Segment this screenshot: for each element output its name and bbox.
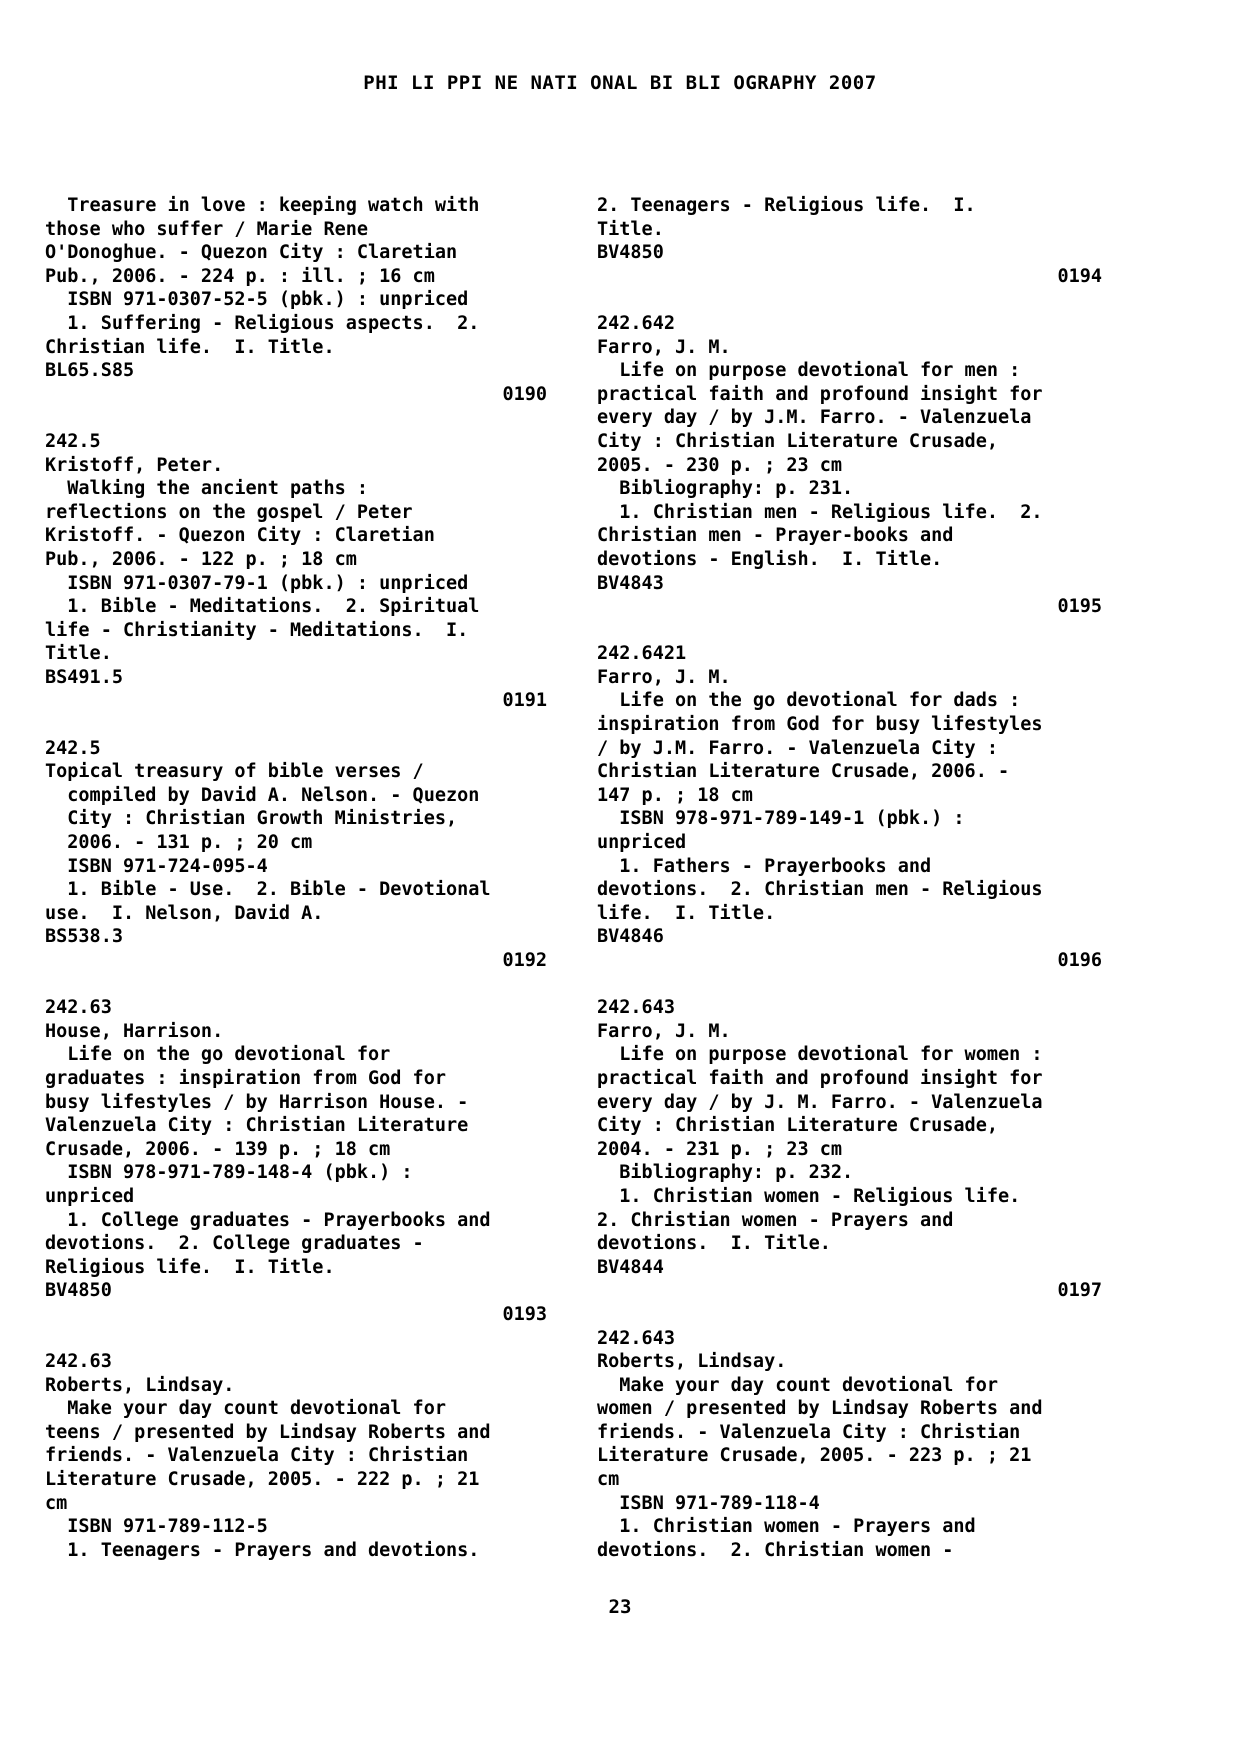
entry-line: Life on the go devotional for dads : <box>597 690 1021 712</box>
entry-line: friends. - Valenzuela City : Christian <box>597 1421 1021 1443</box>
entry-separator <box>45 973 547 997</box>
entry-separator <box>45 713 547 737</box>
entry-line: practical faith and profound insight for <box>597 383 1043 405</box>
entry-line: Topical treasury of bible verses / <box>45 761 424 783</box>
entry-line: Literature Crusade, 2005. - 223 p. ; 21 <box>597 1445 1032 1467</box>
entry-line: 242.63 <box>45 1351 112 1373</box>
entry-line: 1. Christian men - Religious life. 2. <box>597 501 1043 523</box>
entry-line: every day / by J. M. Farro. - Valenzuela <box>597 1091 1043 1113</box>
column-right <box>597 194 1102 1562</box>
entry-line: Valenzuela City : Christian Literature <box>45 1115 469 1137</box>
entry-line: 2005. - 230 p. ; 23 cm <box>597 454 843 476</box>
entry-line: every day / by J.M. Farro. - Valenzuela <box>597 407 1032 429</box>
entry-line: 1. Fathers - Prayerbooks and <box>597 855 932 877</box>
page-number: 23 <box>608 1596 632 1618</box>
entry-number: 0194 <box>1057 265 1102 287</box>
entry-line: teens / presented by Lindsay Roberts and <box>45 1421 491 1443</box>
entry-line: Treasure in love : keeping watch with <box>45 195 480 216</box>
entry-line: 242.642 <box>597 312 675 334</box>
entry-line: BL65.S85 <box>45 360 135 382</box>
entry-line: 242.643 <box>597 997 675 1019</box>
entry-separator <box>597 973 1102 997</box>
entry-line: ISBN 971-0307-79-1 (pbk.) : unpriced <box>45 572 469 594</box>
entry-line: busy lifestyles / by Harrison House. - <box>45 1091 469 1113</box>
entry-line: ISBN 971-724-095-4 <box>45 855 268 877</box>
entry-line: Bibliography: p. 231. <box>597 478 854 500</box>
entry-line: City : Christian Literature Crusade, <box>597 430 998 452</box>
entry-line: reflections on the gospel / Peter <box>45 501 413 523</box>
entry-line: 1. Bible - Use. 2. Bible - Devotional <box>45 879 491 901</box>
entry-line: O'Donoghue. - Quezon City : Claretian <box>45 242 458 264</box>
entry-line: Walking the ancient paths : <box>45 478 369 500</box>
entry-line: 1. Bible - Meditations. 2. Spiritual <box>45 596 480 618</box>
entry-line: Kristoff, Peter. <box>45 454 224 476</box>
entry-line: devotions. 2. Christian women - <box>597 1539 954 1561</box>
entry-line: 1. Christian women - Prayers and <box>597 1516 976 1538</box>
entry-line: inspiration from God for busy lifestyles <box>597 714 1043 736</box>
entry-line: devotions. 2. Christian men - Religious <box>597 879 1043 901</box>
entry-line: Christian life. I. Title. <box>45 336 335 358</box>
entry-line: BS538.3 <box>45 926 123 948</box>
entry-line: City : Christian Literature Crusade, <box>597 1115 998 1137</box>
entry-line: Title. <box>597 218 664 240</box>
entry-line: 2. Teenagers - Religious life. I. <box>597 195 976 216</box>
entry-line: Farro, J. M. <box>597 336 731 358</box>
entry-number: 0190 <box>502 383 547 405</box>
entry-number: 0191 <box>502 690 547 712</box>
entry-line: Make your day count devotional for <box>597 1374 998 1396</box>
entry-line: Roberts, Lindsay. <box>597 1351 787 1373</box>
column-left <box>45 194 547 1562</box>
entry-line: Literature Crusade, 2005. - 222 p. ; 21 <box>45 1469 480 1491</box>
entry-line: 1. College graduates - Prayerbooks and <box>45 1209 491 1231</box>
entry-line: Christian men - Prayer-books and <box>597 525 954 547</box>
entry-line: Bibliography: p. 232. <box>597 1162 854 1184</box>
entry-number: 0195 <box>1057 596 1102 618</box>
entry-line: 2004. - 231 p. ; 23 cm <box>597 1138 843 1160</box>
entry-line: BV4850 <box>45 1280 112 1302</box>
entry-line: Life on the go devotional for <box>45 1044 391 1066</box>
entry-line: Life on purpose devotional for men : <box>597 360 1021 382</box>
entry-line: 2. Christian women - Prayers and <box>597 1209 954 1231</box>
entry-number: 0192 <box>502 950 547 971</box>
entry-line: cm <box>597 1469 620 1491</box>
entry-line: 242.6421 <box>597 643 687 665</box>
entry-separator <box>45 406 547 430</box>
entry-separator <box>597 1303 1102 1327</box>
entry-line: life. I. Title. <box>597 902 776 924</box>
running-head: PHI LI PPI NE NATI ONAL BI BLI OGRAPHY 2007 <box>363 72 877 94</box>
entry-line: Make your day count devotional for <box>45 1398 446 1420</box>
entry-line: ISBN 971-789-112-5 <box>45 1516 268 1538</box>
entry-line: devotions. 2. College graduates - <box>45 1233 424 1255</box>
entry-line: 242.643 <box>597 1327 675 1349</box>
entry-line: 2006. - 131 p. ; 20 cm <box>45 832 313 854</box>
entry-number: 0197 <box>1057 1280 1102 1302</box>
entry-line: 1. Suffering - Religious aspects. 2. <box>45 312 480 334</box>
entry-line: ISBN 971-0307-52-5 (pbk.) : unpriced <box>45 289 469 311</box>
entry-line: 147 p. ; 18 cm <box>597 784 753 806</box>
entry-line: ISBN 978-971-789-149-1 (pbk.) : <box>597 808 965 830</box>
entry-line: 242.5 <box>45 430 101 452</box>
entry-separator <box>597 619 1102 643</box>
entry-line: cm <box>45 1492 68 1514</box>
entry-line: House, Harrison. <box>45 1020 224 1042</box>
entry-line: use. I. Nelson, David A. <box>45 902 324 924</box>
entry-line: Religious life. I. Title. <box>45 1256 335 1278</box>
entry-line: Life on purpose devotional for women : <box>597 1044 1043 1066</box>
entry-line: BV4843 <box>597 572 664 594</box>
entry-line: devotions. I. Title. <box>597 1233 831 1255</box>
entry-line: Pub., 2006. - 122 p. ; 18 cm <box>45 548 357 570</box>
entry-line: Pub., 2006. - 224 p. : ill. ; 16 cm <box>45 265 435 287</box>
entry-line: practical faith and profound insight for <box>597 1067 1043 1089</box>
entry-line: ISBN 978-971-789-148-4 (pbk.) : <box>45 1162 413 1184</box>
entry-line: Farro, J. M. <box>597 666 731 688</box>
entry-line: life - Christianity - Meditations. I. <box>45 619 469 641</box>
entry-line: devotions - English. I. Title. <box>597 548 943 570</box>
entry-line: unpriced <box>45 1185 135 1207</box>
entry-line: Kristoff. - Quezon City : Claretian <box>45 525 435 547</box>
entry-line: those who suffer / Marie Rene <box>45 218 369 240</box>
entry-line: BS491.5 <box>45 666 123 688</box>
entry-line: 1. Christian women - Religious life. <box>597 1185 1021 1207</box>
entry-separator <box>597 288 1102 312</box>
entry-line: Farro, J. M. <box>597 1020 731 1042</box>
entry-line: City : Christian Growth Ministries, <box>45 808 458 830</box>
entry-line: compiled by David A. Nelson. - Quezon <box>45 784 480 806</box>
entry-line: Christian Literature Crusade, 2006. - <box>597 761 1010 783</box>
entry-line: / by J.M. Farro. - Valenzuela City : <box>597 737 998 759</box>
entry-line: women / presented by Lindsay Roberts and <box>597 1398 1043 1420</box>
entry-line: graduates : inspiration from God for <box>45 1067 446 1089</box>
entry-number: 0193 <box>502 1303 547 1325</box>
entry-line: 242.5 <box>45 737 101 759</box>
entry-number: 0196 <box>1057 950 1102 971</box>
entry-separator <box>45 1327 547 1351</box>
entry-line: BV4844 <box>597 1256 664 1278</box>
entry-line: 1. Teenagers - Prayers and devotions. <box>45 1539 480 1561</box>
entry-line: ISBN 971-789-118-4 <box>597 1492 820 1514</box>
entry-line: 242.63 <box>45 997 112 1019</box>
entry-line: Roberts, Lindsay. <box>45 1374 235 1396</box>
entry-line: Title. <box>45 643 112 665</box>
entry-line: BV4846 <box>597 926 664 948</box>
entry-line: Crusade, 2006. - 139 p. ; 18 cm <box>45 1138 391 1160</box>
entry-line: friends. - Valenzuela City : Christian <box>45 1445 469 1467</box>
entry-line: unpriced <box>597 832 687 854</box>
entry-line: BV4850 <box>597 242 664 264</box>
